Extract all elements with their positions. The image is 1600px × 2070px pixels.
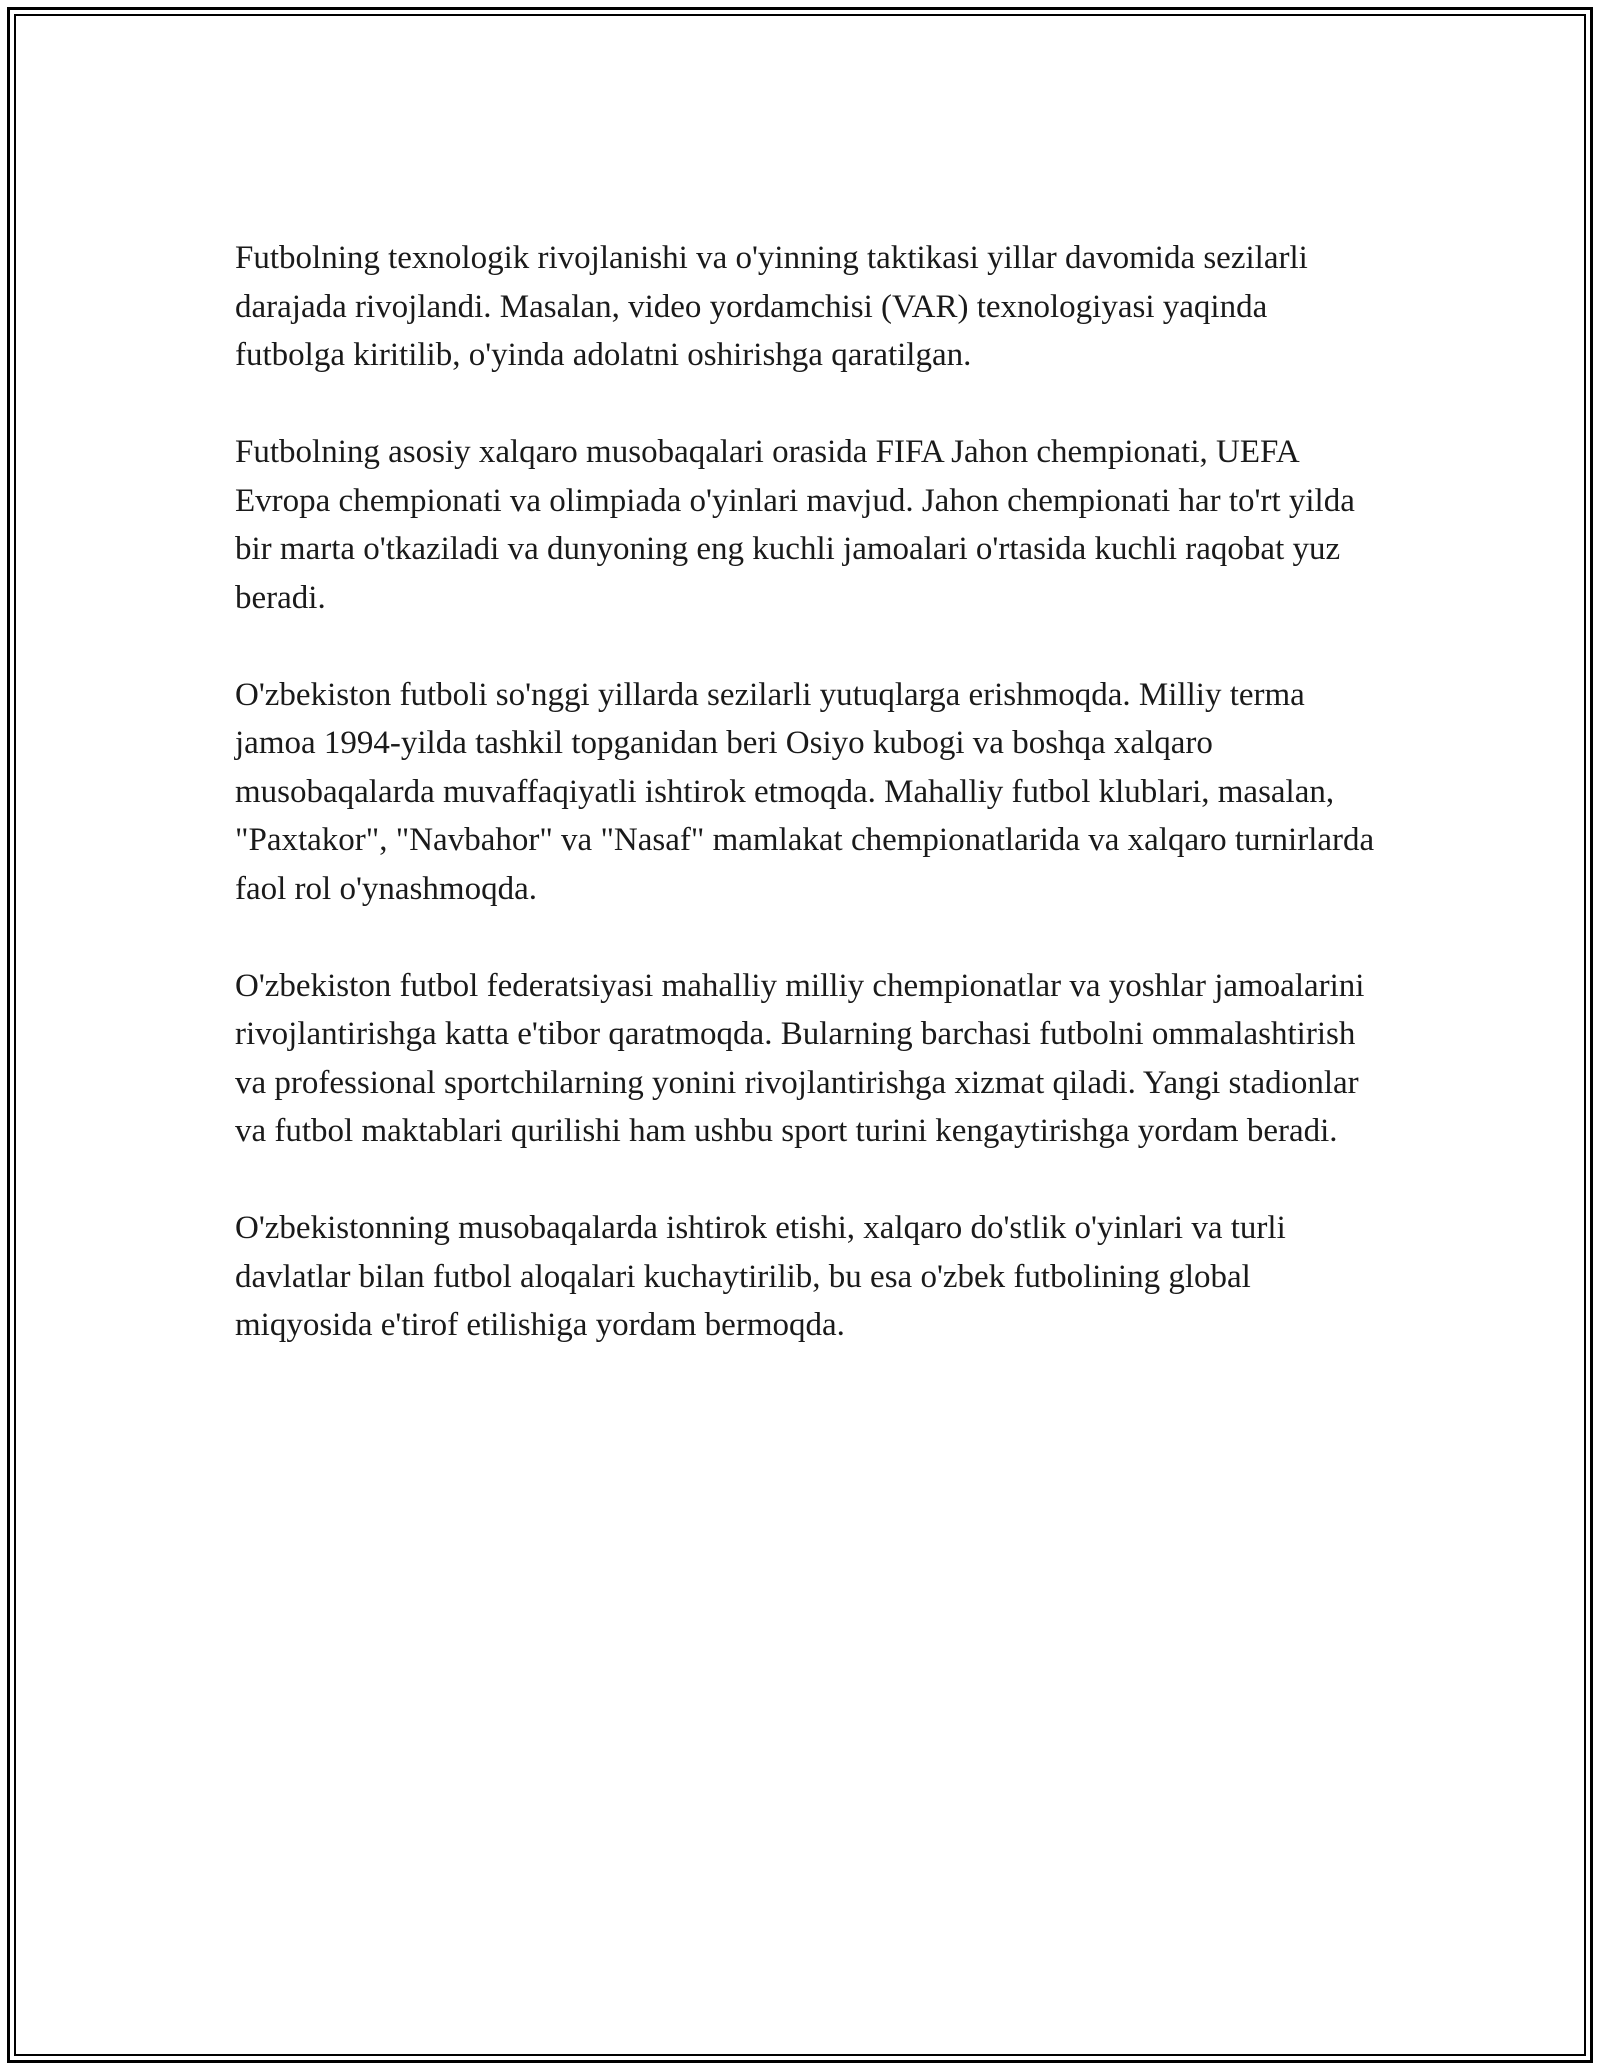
document-body [235, 234, 1385, 1398]
paragraph-2: Futbolning asosiy xalqaro musobaqalari orasida FIFA Jahon chempionati, UEFA Evropa chempionati va olimpiada o'yinlari mavjud. Jahon chempionati har to'rt yilda bir marta o'tkaziladi va dunyoning eng kuchli jamoalari o'rtasida kuchli raqobat yuz beradi. [235, 434, 1355, 616]
paragraph-5: O'zbekistonning musobaqalarda ishtirok etishi, xalqaro do'stlik o'yinlari va turli davlatlar bilan futbol aloqalari kuchaytirilib, bu esa o'zbek futbolining global miqyosida e'tirof etilishiga yordam bermoqda. [235, 1210, 1286, 1343]
paragraph-1: Futbolning texnologik rivojlanishi va o'yinning taktikasi yillar davomida sezilarli darajada rivojlandi. Masalan, video yordamchisi (VAR) texnologiyasi yaqinda futbolga kiritilib, o'yinda adolatni oshirishga qaratilgan. [235, 240, 1308, 373]
paragraph-4: O'zbekiston futbol federatsiyasi mahalliy milliy chempionatlar va yoshlar jamoalarini rivojlantirishga katta e'tibor qaratmoqda. Bularning barchasi futbolni ommalashtirish va professional sportchilarning yonini rivojlantirishga xizmat qiladi. Yangi stadionlar va futbol maktablari qurilishi ham ushbu sport turini kengaytirishga yordam beradi. [235, 967, 1365, 1149]
paragraph-3: O'zbekiston futboli so'nggi yillarda sezilarli yutuqlarga erishmoqda. Milliy terma jamoa 1994-yilda tashkil topganidan beri Osiyo kubogi va boshqa xalqaro musobaqalarda muvaffaqiyatli ishtirok etmoqda. Mahalliy futbol klublari, masalan, "Paxtakor", "Navbahor" va "Nasaf" mamlakat chempionatlarida va xalqaro turnirlarda faol rol o'ynashmoqda. [235, 676, 1375, 907]
